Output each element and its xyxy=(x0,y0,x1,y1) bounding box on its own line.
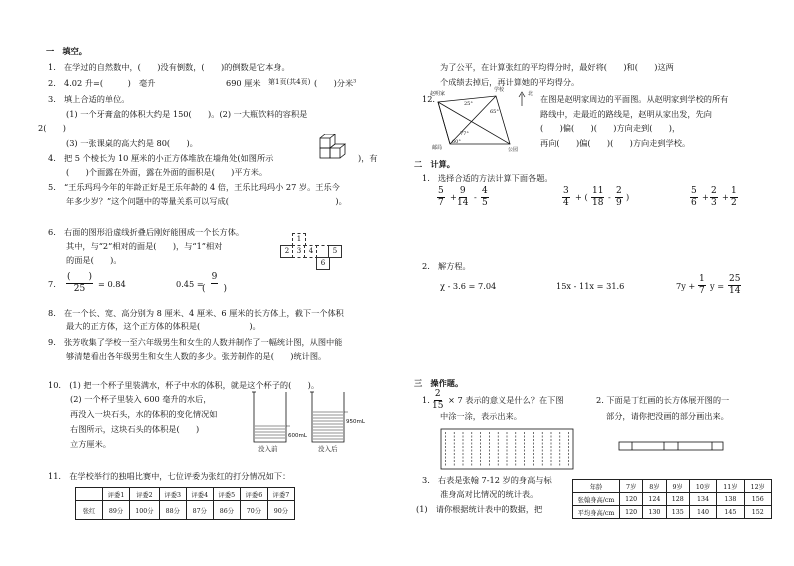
table-cell: 138 xyxy=(717,493,744,506)
map-angle: 25° xyxy=(464,101,473,107)
net-face: 2 xyxy=(280,245,294,258)
question-7-fraction: ( ) 25 xyxy=(67,272,93,294)
equation-3: 7y + xyxy=(676,281,696,291)
map-angle: 77° xyxy=(460,131,469,137)
table-cell: 130 xyxy=(643,506,666,519)
question-2-cm: 690 厘米 xyxy=(226,78,261,88)
table-cell: 90分 xyxy=(267,501,294,520)
beaker1-caption: 没入前 xyxy=(258,445,278,453)
question-12a: 在图是赵明家周边的平面图。从赵明家到学校的所有 xyxy=(540,94,729,104)
table-row xyxy=(573,506,772,519)
plus-sign: + xyxy=(702,192,709,202)
question-10d: 右图所示，这块石头的体积是( ) xyxy=(70,424,200,434)
question-6: 6. 右面的图形沿虚线折叠后刚好能围成一个长方体。 xyxy=(48,227,245,237)
table-cell: 70分 xyxy=(240,501,267,520)
table-row xyxy=(76,488,295,501)
section-operation: 三 操作题。 xyxy=(414,378,464,388)
fraction: $\frac{5}{7}$ xyxy=(438,186,444,208)
question-4c: ( )个面露在外面，露在外面的面积是( )平方米。 xyxy=(66,167,268,177)
question-5: 5. “王乐玛玛今年的年龄正好是王乐年龄的 4 倍，王乐比玛玛小 27 岁。王乐今 xyxy=(48,182,340,192)
question-11-cont2: 个成绩去掉后，再计算她的平均得分。 xyxy=(440,77,580,87)
score-table xyxy=(75,487,295,520)
equation-3b: y = xyxy=(710,281,725,291)
table-cell: 124 xyxy=(643,493,666,506)
operation-1: × 7 表示的意义是什么？在下图 xyxy=(448,395,564,405)
question-10b: (2) 一个杯子里装入 600 毫升的水后， xyxy=(70,394,212,404)
table-cell: 120 xyxy=(620,493,643,506)
table-cell xyxy=(76,488,103,501)
table-cell: 12岁 xyxy=(744,480,771,493)
question-2-dm: ( )分米$^3$ xyxy=(314,78,357,88)
net-face: 3 xyxy=(292,245,306,258)
table-cell: 86分 xyxy=(213,501,240,520)
fraction: $\frac{9}{14}$ xyxy=(457,186,469,208)
table-cell: 平均身高/cm xyxy=(573,506,620,519)
plus-sign: + ( xyxy=(575,192,588,202)
question-12b: 路线中，走最近的路线是，赵明从家出发，先向 xyxy=(540,109,712,119)
fraction: $\frac{11}{18}$ xyxy=(592,186,604,208)
question-9: 9. 张芳收集了学校一至六年级男生和女生的人数并制作了一幅统计图，从图中能 xyxy=(48,337,343,347)
question-10c: 再没入一块石头，水的体积的变化情况如 xyxy=(70,409,218,419)
operation-1-number: 1. xyxy=(422,395,430,405)
map-angle: 60° xyxy=(452,139,461,145)
table-cell: 135 xyxy=(666,506,689,519)
minus-sign: - xyxy=(608,192,611,202)
table-cell: 100分 xyxy=(130,501,160,520)
table-cell: 评委6 xyxy=(240,488,267,501)
beaker2-caption: 没入后 xyxy=(318,445,338,453)
fraction: $\frac{2}{9}$ xyxy=(616,186,622,208)
table-cell: 评委5 xyxy=(213,488,240,501)
map-label-school: 学校 xyxy=(494,87,505,93)
map-label-park: 公园 xyxy=(508,147,519,153)
question-6c: 的面是( )。 xyxy=(66,255,122,265)
table-cell: 张翰身高/cm xyxy=(573,493,620,506)
fraction: $\frac{2}{15}$ xyxy=(432,389,444,411)
operation-3b: 准身高对比情况的统计表。 xyxy=(440,489,539,499)
question-5b: 年多少岁？”这个问题中的等量关系可以写成( )。 xyxy=(66,196,347,206)
fraction: $\frac{4}{5}$ xyxy=(482,186,488,208)
table-cell: 评委7 xyxy=(267,488,294,501)
equation-2: 15x - 11x = 31.6 xyxy=(556,281,625,291)
question-11: 11. 在学校举行的独唱比赛中，七位评委为张红的打分情况如下： xyxy=(48,471,291,481)
question-9b: 够清楚看出各年级男生和女生人数的多少。张芳制作的是( )统计图。 xyxy=(66,351,327,361)
table-cell: 评委2 xyxy=(130,488,160,501)
table-cell: 9岁 xyxy=(666,480,689,493)
table-cell: 87分 xyxy=(186,501,213,520)
operation-2b: 部分，请你把没画的部分画出来。 xyxy=(606,411,729,421)
fraction: $\frac{1}{7}$ xyxy=(699,274,705,296)
operation-3c: (1) 请你根据统计表中的数据，把 xyxy=(416,504,543,514)
question-3-3: (3) 一张课桌的高大约是 80( )。 xyxy=(66,138,198,148)
equation-instruction: 2. 解方程。 xyxy=(422,261,471,271)
fraction-bar-figure xyxy=(440,428,574,470)
net-face: 6 xyxy=(316,257,330,270)
table-cell: 评委4 xyxy=(186,488,213,501)
question-10e: 立方厘米。 xyxy=(70,439,111,449)
question-8b: 最大的正方体，这个正方体的体积是( )。 xyxy=(66,321,261,331)
fraction: $\frac{5}{6}$ xyxy=(691,186,697,208)
operation-3: 3. 右表是张翰 7-12 岁的身高与标 xyxy=(422,475,552,485)
calc-instruction: 1. 选择合适的方法计算下面各题。 xyxy=(422,173,553,183)
table-cell: 156 xyxy=(744,493,771,506)
table-cell: 10岁 xyxy=(689,480,716,493)
question-3-1: (1) 一个牙膏盒的体积大约是 150( )。(2) 一大瓶饮料的容积是 xyxy=(66,109,308,119)
table-row xyxy=(76,501,295,520)
fraction: $\frac{3}{4}$ xyxy=(563,186,569,208)
box-net-figure xyxy=(618,440,726,452)
minus-sign: - xyxy=(474,192,477,202)
cube-stack-figure xyxy=(318,134,350,164)
fraction: $\frac{2}{3}$ xyxy=(711,186,717,208)
question-10: 10. (1) 把一个杯子里装满水，杯子中水的体积，就是这个杯子的( )。 xyxy=(48,380,320,390)
table-cell: 评委3 xyxy=(159,488,186,501)
page-footer: 第1页(共4页) xyxy=(268,78,311,86)
plus-sign: + xyxy=(450,192,457,202)
table-cell: 88分 xyxy=(159,501,186,520)
question-6b: 其中，与“2”相对的面是( )，与“1”相对 xyxy=(66,241,223,251)
question-8: 8. 在一个长、宽、高分别为 8 厘米、4 厘米、6 厘米的长方体上，截下一个体积 xyxy=(48,308,344,318)
table-cell: 张红 xyxy=(76,501,103,520)
question-4: 4. 把 5 个棱长为 10 厘米的小正方体堆放在墙角处(如图所示 xyxy=(48,153,274,163)
section-fill-blank: 一 填空。 xyxy=(46,46,87,56)
table-row xyxy=(573,493,772,506)
question-4b: )，有 xyxy=(358,153,378,163)
question-2: 2. 4.02 升=( ) 毫升 xyxy=(48,78,156,88)
table-cell: 145 xyxy=(717,506,744,519)
fraction: $\frac{1}{2}$ xyxy=(731,186,737,208)
fraction: $\frac{25}{14}$ xyxy=(729,274,741,296)
table-cell: 7岁 xyxy=(620,480,643,493)
map-angle: 65° xyxy=(490,109,499,115)
table-cell: 年龄 xyxy=(573,480,620,493)
net-face: 4 xyxy=(304,245,318,258)
question-3: 3. 填上合适的单位。 xyxy=(48,94,130,104)
section-calc: 二 计算。 xyxy=(414,159,455,169)
table-cell: 128 xyxy=(666,493,689,506)
map-figure xyxy=(430,88,534,158)
paren: ) xyxy=(626,192,630,202)
table-cell: 评委1 xyxy=(103,488,130,501)
map-label-home: 赵明家 xyxy=(430,91,446,97)
net-face: 1 xyxy=(292,233,306,246)
beaker1-level: 600mL xyxy=(288,433,307,439)
table-cell: 120 xyxy=(620,506,643,519)
question-11-cont: 为了公平，在计算张红的平均得分时，最好将( )和( )这两 xyxy=(440,62,674,72)
net-face: 5 xyxy=(328,245,342,258)
question-12-number: 12. xyxy=(422,94,436,104)
plus-sign: + xyxy=(722,192,729,202)
height-table xyxy=(572,479,772,519)
question-12c: ( )偏( )( )方向走到( )， xyxy=(540,123,681,133)
beaker2-level: 950mL xyxy=(346,419,365,425)
operation-2: 2. 下面是丁红画的长方体展开图的一 xyxy=(596,395,730,405)
question-7b: 0.45 = xyxy=(176,279,204,289)
question-1: 1. 在学过的自然数中，( )没有倒数，( )的倒数是它本身。 xyxy=(48,62,290,72)
equation-1: χ - 3.6 = 7.04 xyxy=(440,281,497,291)
question-7-number: 7. xyxy=(48,279,56,289)
question-3-2: 2( ) xyxy=(38,123,66,133)
table-cell: 8岁 xyxy=(643,480,666,493)
north-label: 北 xyxy=(528,91,534,97)
table-cell: 152 xyxy=(744,506,771,519)
table-row xyxy=(573,480,772,493)
question-7-eq: = 0.84 xyxy=(98,279,126,289)
table-cell: 140 xyxy=(689,506,716,519)
table-cell: 11岁 xyxy=(717,480,744,493)
question-12d: 再向( )偏( )( )方向走到学校。 xyxy=(540,138,691,148)
operation-1b: 中涂一涂，表示出来。 xyxy=(440,411,522,421)
map-label-post: 邮局 xyxy=(432,145,443,151)
table-cell: 134 xyxy=(689,493,716,506)
table-cell: 89分 xyxy=(103,501,130,520)
question-7b-fraction: 9 ( ) xyxy=(202,272,228,294)
